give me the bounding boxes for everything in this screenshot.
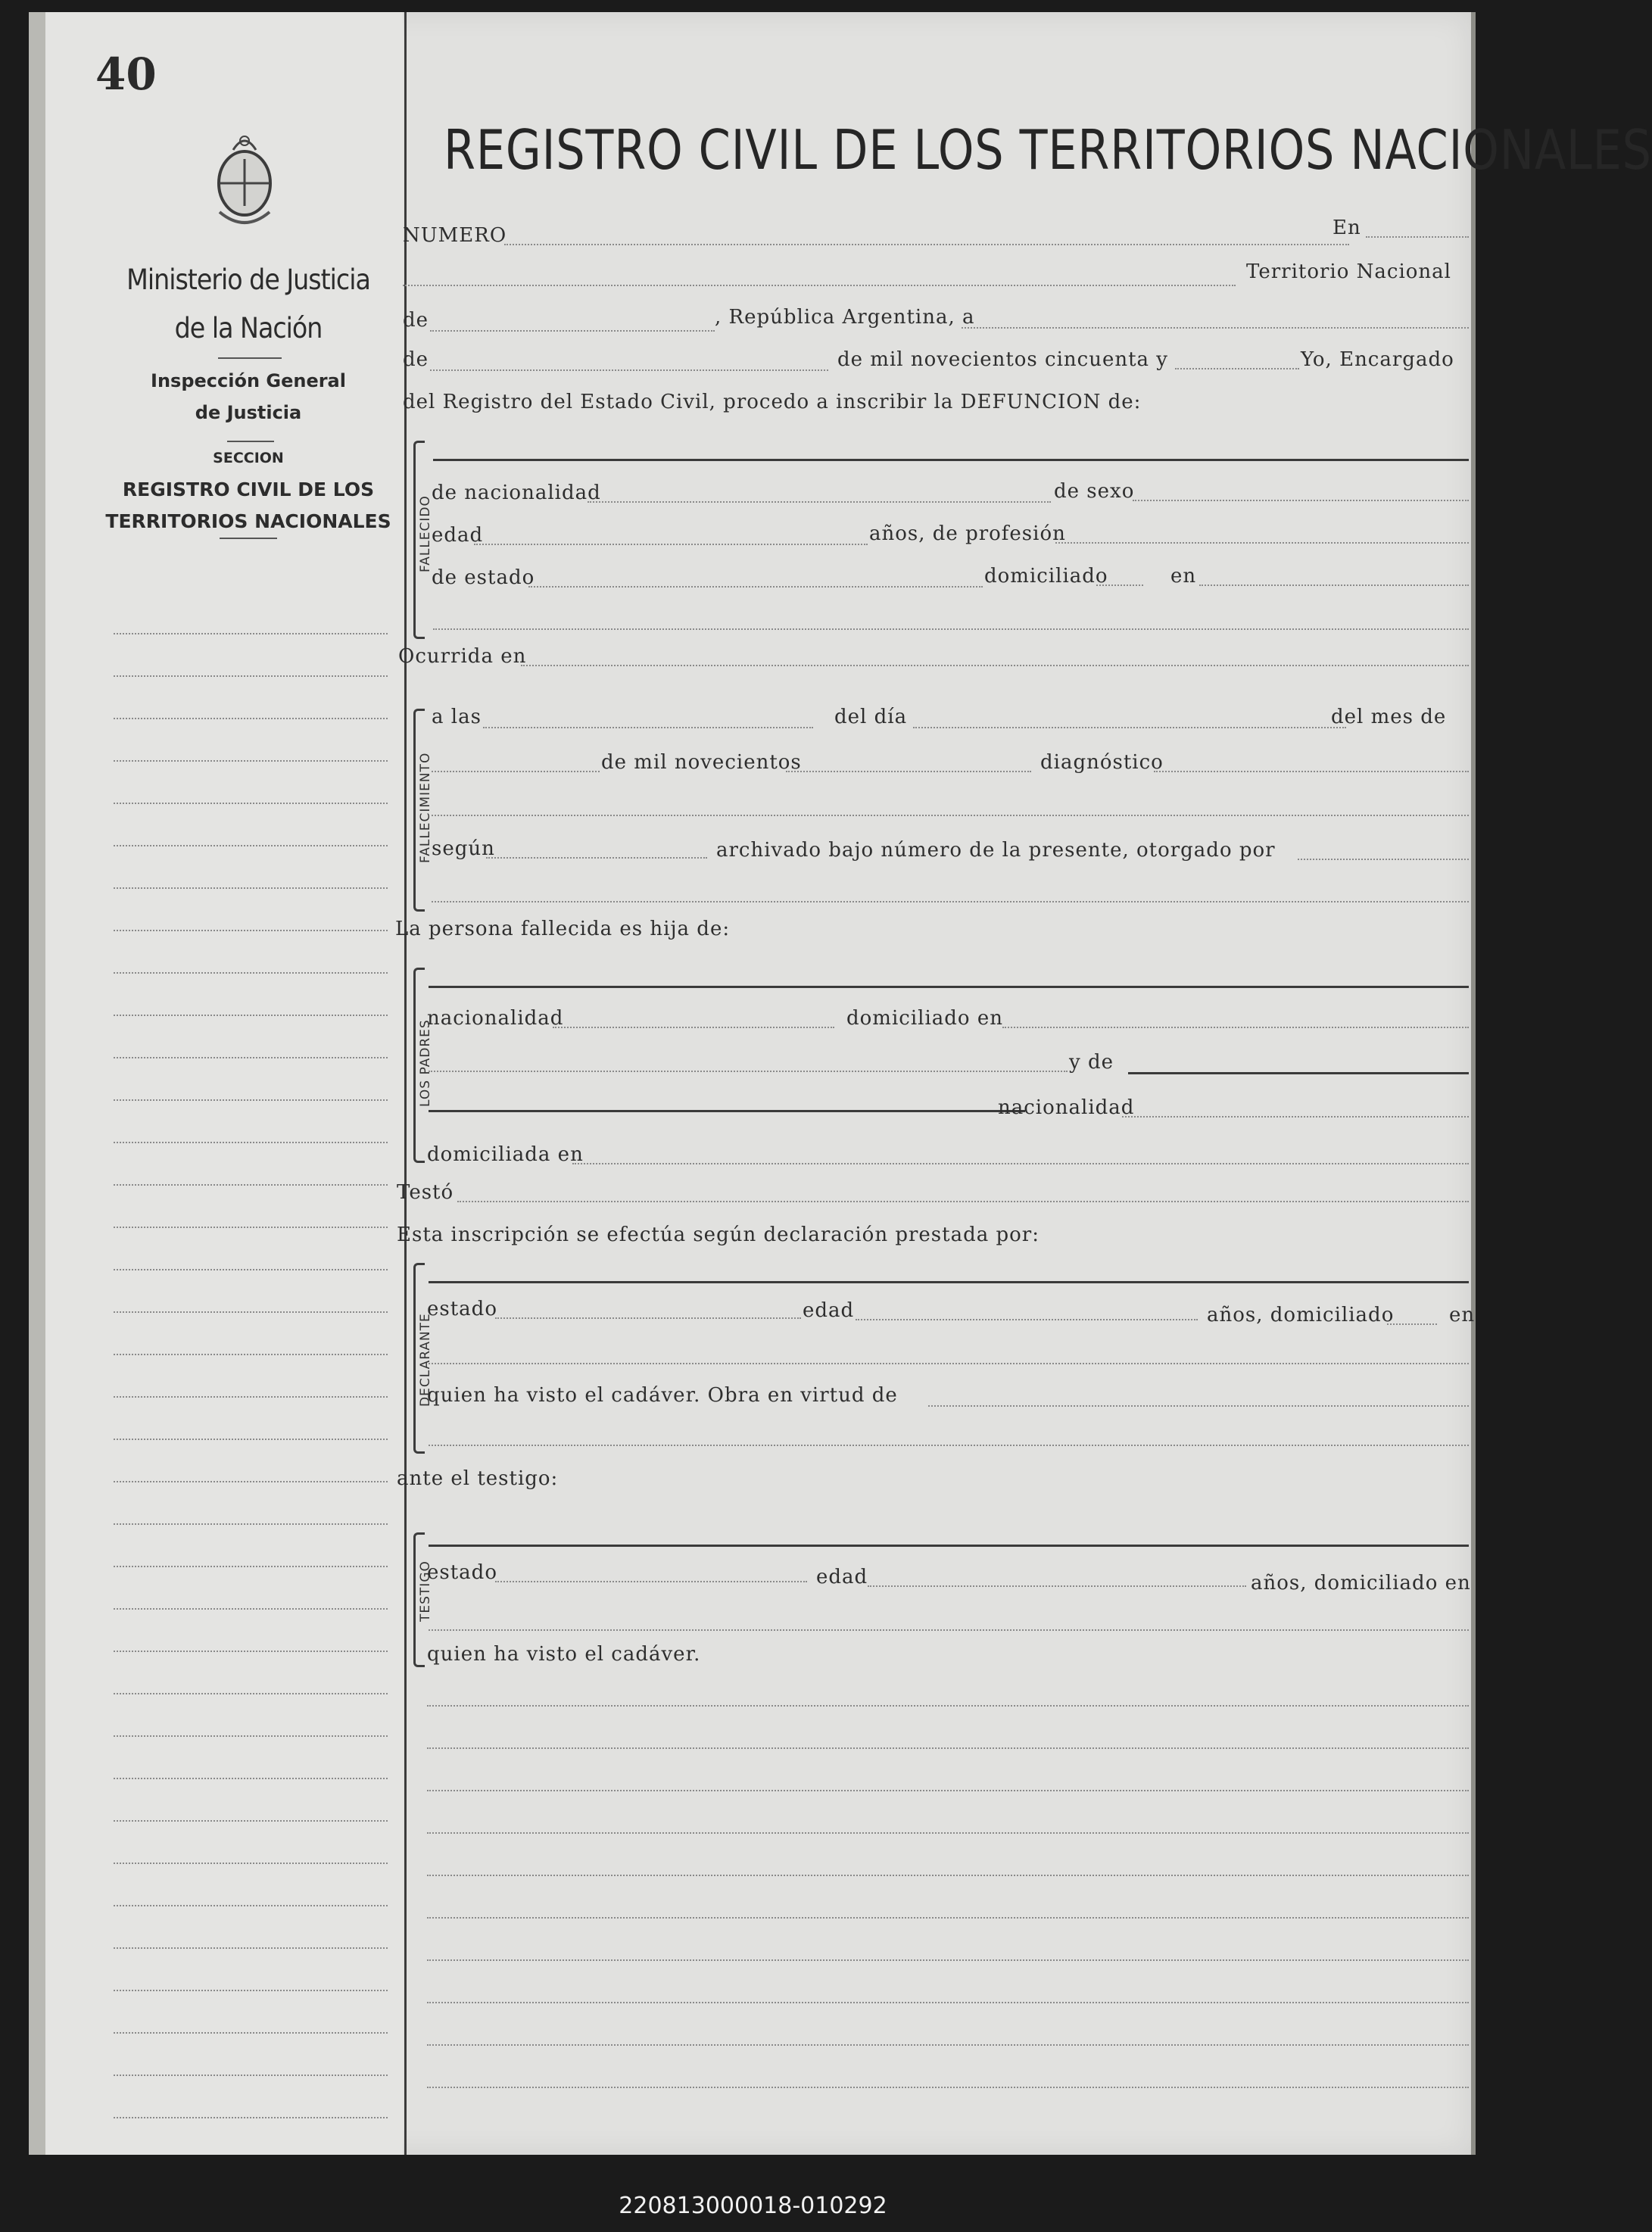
stub-rule	[218, 357, 282, 359]
stub-line	[114, 1354, 388, 1355]
inspeccion-heading	[104, 365, 392, 429]
stub-line	[114, 1227, 388, 1228]
declarante-edad-field[interactable]	[856, 1319, 1198, 1320]
numero-label: NUMERO	[403, 224, 507, 247]
domicilio-lugar-field[interactable]	[1199, 584, 1469, 586]
declarante-edad-label: edad	[803, 1299, 855, 1322]
ante-testigo-label: ante el testigo:	[397, 1467, 559, 1490]
stub-line	[114, 1396, 388, 1398]
del-dia-label: del día	[834, 706, 908, 728]
stub-line	[114, 1523, 388, 1525]
register-page	[29, 12, 1652, 2155]
stub-line	[114, 1311, 388, 1313]
padre-domicilio-field-2[interactable]	[429, 1071, 1068, 1072]
testigo-estado-field[interactable]	[495, 1581, 807, 1582]
coat-of-arms-icon	[210, 127, 279, 230]
testigo-name-field[interactable]	[429, 1545, 1469, 1547]
notes-line[interactable]	[427, 1917, 1469, 1919]
stub-line	[114, 1015, 388, 1016]
archivado-label: archivado bajo número de la presente, otorgado por	[716, 839, 1276, 862]
inspeccion-line-2: de Justicia	[195, 402, 302, 423]
profesion-field[interactable]	[1055, 542, 1469, 544]
dia-field[interactable]	[962, 327, 1469, 329]
anio-fallecimiento-field[interactable]	[786, 771, 1031, 772]
stub-line	[114, 1820, 388, 1822]
hija-label: La persona fallecida es hija de:	[395, 918, 731, 940]
madre-domicilio-field[interactable]	[572, 1163, 1469, 1164]
padres-nacionalidad-label: nacionalidad	[427, 1007, 564, 1030]
testigo-label: TESTIGO	[418, 1560, 433, 1622]
stub-line	[114, 1142, 388, 1143]
stub-line	[114, 1778, 388, 1779]
en-field[interactable]	[1366, 236, 1469, 238]
stub-line	[114, 1651, 388, 1652]
del-mes-label: del mes de	[1331, 706, 1447, 728]
declarante-name-field[interactable]	[429, 1281, 1469, 1283]
notes-line[interactable]	[427, 2044, 1469, 2046]
testo-label: Testó	[397, 1181, 454, 1204]
inspeccion-line-1: Inspección General	[151, 370, 346, 391]
stub-line	[114, 1905, 388, 1906]
lugar-field[interactable]	[430, 330, 715, 332]
nacionalidad-field[interactable]	[588, 501, 1051, 503]
notes-line[interactable]	[427, 1875, 1469, 1876]
stub-line	[114, 930, 388, 931]
obra-en-virtud-field[interactable]	[928, 1405, 1469, 1407]
stub-line	[114, 1269, 388, 1270]
stub-line	[114, 718, 388, 719]
declarante-estado-field[interactable]	[495, 1317, 801, 1319]
anos-profesion-label: años, de profesión	[869, 522, 1066, 545]
stub-line	[114, 1439, 388, 1440]
madre-nacionalidad-field[interactable]	[1122, 1116, 1469, 1118]
declarante-domicilio-field[interactable]	[1387, 1323, 1437, 1325]
padre-domicilio-field[interactable]	[1002, 1027, 1469, 1028]
stub-line	[114, 1184, 388, 1186]
edad-field[interactable]	[474, 544, 868, 545]
stub-line	[114, 1990, 388, 1991]
notes-line[interactable]	[427, 1832, 1469, 1834]
stub-line	[114, 845, 388, 846]
stub-line	[114, 803, 388, 804]
hora-field[interactable]	[483, 727, 813, 728]
padres-label: LOS PADRES	[418, 1019, 433, 1107]
stub-line	[114, 760, 388, 762]
segun-label: según	[432, 837, 495, 860]
stub-line	[114, 972, 388, 974]
y-de-label: y de	[1069, 1051, 1114, 1074]
domiciliado-label: domiciliado	[984, 565, 1108, 588]
registro-line-2: TERRITORIOS NACIONALES	[105, 510, 391, 532]
notes-line[interactable]	[427, 2087, 1469, 2088]
obra-en-virtud-field-2[interactable]	[429, 1445, 1469, 1446]
ministry-heading	[104, 256, 392, 353]
testigo-edad-label: edad	[816, 1566, 868, 1588]
stub-line	[114, 1735, 388, 1737]
registro-section-heading	[104, 474, 392, 538]
mes-fallecimiento-field[interactable]	[432, 771, 600, 772]
domiciliada-label: domiciliada en	[427, 1143, 584, 1166]
stub-line	[114, 1863, 388, 1864]
stub-line	[114, 887, 388, 889]
stub-line	[114, 1693, 388, 1694]
form-title: REGISTRO CIVIL DE LOS TERRITORIOS NACIONALES	[444, 118, 1652, 182]
registro-line-1: REGISTRO CIVIL DE LOS	[122, 479, 375, 500]
declarante-en-label: en	[1449, 1304, 1476, 1326]
stub-line	[114, 1608, 388, 1610]
notes-line[interactable]	[427, 1959, 1469, 1961]
stub-line	[114, 633, 388, 634]
stub-rule	[220, 538, 277, 539]
notes-line[interactable]	[427, 1790, 1469, 1791]
testigo-quien-label: quien ha visto el cadáver.	[427, 1643, 701, 1666]
testigo-domicilio-field[interactable]	[429, 1629, 1469, 1631]
nacionalidad-label: de nacionalidad	[432, 482, 601, 504]
declarante-domicilio-field-2[interactable]	[429, 1363, 1469, 1364]
stub-line	[114, 1099, 388, 1101]
estado-label: de estado	[432, 566, 535, 589]
domicilio-field[interactable]	[1096, 584, 1143, 586]
territorio-field[interactable]	[403, 285, 1236, 286]
fallecido-extra-field[interactable]	[433, 628, 1469, 630]
column-divider	[404, 12, 407, 2155]
stub-rule	[227, 441, 274, 442]
stub-line	[114, 675, 388, 677]
madre-name-field[interactable]	[1128, 1072, 1469, 1074]
yo-encargado-label: Yo, Encargado	[1301, 348, 1454, 371]
dia-fallecimiento-field[interactable]	[913, 727, 1346, 728]
binding-edge	[29, 12, 45, 2155]
ministry-line-1: Ministerio de Justicia	[126, 263, 370, 296]
a-las-label: a las	[432, 706, 482, 728]
declarante-label: DECLARANTE	[418, 1313, 433, 1407]
territorio-label: Territorio Nacional	[1246, 260, 1451, 283]
numero-field[interactable]	[504, 244, 1349, 245]
testigo-edad-field[interactable]	[868, 1585, 1246, 1587]
stub-line	[114, 1566, 388, 1567]
sexo-field[interactable]	[1133, 500, 1469, 501]
mes-field[interactable]	[430, 369, 828, 371]
stub-line	[114, 1947, 388, 1949]
republica-label: , República Argentina, a	[715, 306, 975, 329]
fallecimiento-label: FALLECIMIENTO	[418, 752, 433, 863]
page-number: 40	[95, 48, 157, 100]
fallecido-name-field[interactable]	[433, 459, 1469, 461]
stub-line	[114, 1057, 388, 1058]
ocurrida-field[interactable]	[521, 665, 1469, 666]
stub-line	[114, 1481, 388, 1482]
otorgado-por-field[interactable]	[1298, 859, 1469, 860]
testigo-estado-label: estado	[427, 1561, 497, 1584]
esta-inscripcion-label: Esta inscripción se efectúa según declaración prestada por:	[397, 1224, 1040, 1246]
madre-nacionalidad-label: nacionalidad	[998, 1096, 1135, 1119]
del-registro-text: del Registro del Estado Civil, procedo a inscribir la DEFUNCION de:	[403, 391, 1142, 413]
diagnostico-label: diagnóstico	[1040, 751, 1164, 774]
seccion-label: SECCION	[213, 450, 284, 466]
declarante-quien-label: quien ha visto el cadáver. Obra en virtud de	[427, 1384, 898, 1407]
declarante-anos-label: años, domiciliado	[1207, 1304, 1395, 1326]
edad-label: edad	[432, 524, 484, 547]
notes-line[interactable]	[427, 1747, 1469, 1749]
image-id-footer: 220813000018-010292	[619, 2193, 887, 2219]
notes-line[interactable]	[427, 2002, 1469, 2003]
padre-name-field[interactable]	[429, 986, 1469, 988]
declarante-estado-label: estado	[427, 1298, 497, 1320]
fallecido-label: FALLECIDO	[418, 495, 433, 572]
stub-line	[114, 2032, 388, 2034]
de-label-2: de	[403, 348, 429, 371]
mil-novecientos-label: de mil novecientos cincuenta y	[837, 348, 1168, 371]
notes-line[interactable]	[427, 1705, 1469, 1707]
ministry-line-2: de la Nación	[174, 312, 323, 344]
estado-field[interactable]	[528, 586, 983, 588]
anio-field[interactable]	[1175, 368, 1299, 369]
madre-name-field-2[interactable]	[429, 1110, 1025, 1112]
en-label: En	[1333, 217, 1361, 239]
fallecido-en-label: en	[1170, 565, 1197, 588]
de-label-1: de	[403, 309, 429, 332]
testo-field[interactable]	[457, 1201, 1469, 1202]
diagnostico-field-2[interactable]	[432, 815, 1469, 816]
sexo-label: de sexo	[1054, 480, 1135, 503]
stub-line	[114, 2075, 388, 2076]
padres-domiciliado-label: domiciliado en	[846, 1007, 1003, 1030]
mil-novecientos-label-2: de mil novecientos	[601, 751, 802, 774]
stub-line	[114, 2117, 388, 2118]
segun-field[interactable]	[486, 857, 707, 859]
diagnostico-field[interactable]	[1154, 771, 1469, 772]
ocurrida-label: Ocurrida en	[398, 645, 527, 668]
otorgado-por-field-2[interactable]	[432, 901, 1469, 902]
padre-nacionalidad-field[interactable]	[553, 1027, 834, 1028]
testigo-anos-label: años, domiciliado en	[1251, 1572, 1471, 1595]
